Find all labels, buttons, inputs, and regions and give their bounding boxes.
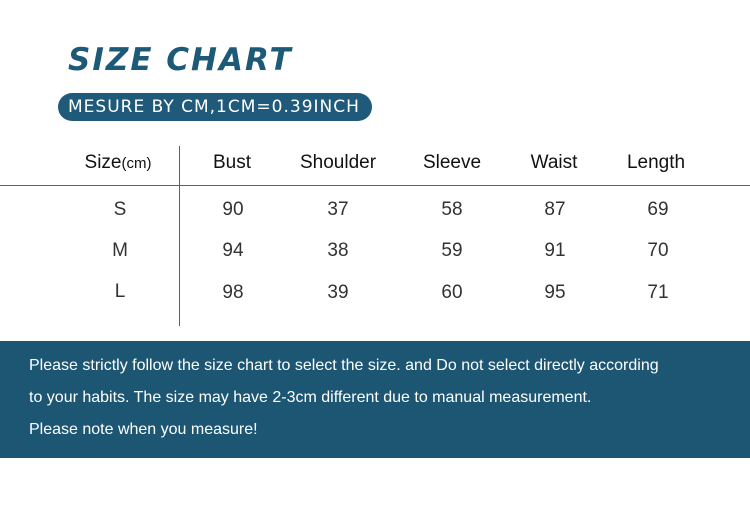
row-s-bust: 90 bbox=[222, 199, 244, 220]
notice-line-1: Please strictly follow the size chart to select the size. and Do not select directly according bbox=[29, 357, 659, 374]
row-s-waist: 87 bbox=[544, 199, 566, 220]
row-l-size: L bbox=[114, 281, 126, 302]
row-s-sleeve: 58 bbox=[441, 199, 463, 220]
size-table bbox=[0, 140, 750, 330]
row-m-shoulder: 38 bbox=[327, 240, 349, 261]
notice-line-2: to your habits. The size may have 2-3cm different due to manual measurement. bbox=[29, 389, 592, 406]
measurement-notice-banner bbox=[0, 341, 750, 458]
row-s-shoulder: 37 bbox=[327, 199, 349, 220]
row-l-bust: 98 bbox=[222, 282, 244, 303]
header-sleeve: Sleeve bbox=[422, 152, 482, 173]
row-m-length: 70 bbox=[647, 240, 669, 261]
row-s-length: 69 bbox=[647, 199, 669, 220]
page-title: SIZE CHART bbox=[68, 42, 293, 78]
header-divider bbox=[0, 185, 750, 186]
header-waist: Waist bbox=[530, 152, 578, 173]
row-l-shoulder: 39 bbox=[327, 282, 349, 303]
row-m-sleeve: 59 bbox=[441, 240, 463, 261]
measurement-note-badge: MESURE BY CM,1CM=0.39INCH bbox=[58, 93, 372, 121]
row-m-waist: 91 bbox=[544, 240, 566, 261]
row-m-size: M bbox=[112, 240, 128, 261]
header-bust: Bust bbox=[212, 152, 252, 173]
row-m-bust: 94 bbox=[222, 240, 244, 261]
row-l-sleeve: 60 bbox=[441, 282, 463, 303]
header-size-unit: (cm) bbox=[121, 155, 152, 172]
row-l-length: 71 bbox=[647, 282, 669, 303]
header-size bbox=[85, 152, 152, 174]
row-l-waist: 95 bbox=[544, 282, 566, 303]
notice-line-3: Please note when you measure! bbox=[29, 421, 258, 438]
header-shoulder: Shoulder bbox=[299, 152, 377, 173]
header-length: Length bbox=[626, 152, 686, 173]
row-s-size: S bbox=[113, 199, 127, 220]
header-size-label: Size bbox=[84, 152, 122, 173]
column-divider bbox=[179, 146, 180, 326]
